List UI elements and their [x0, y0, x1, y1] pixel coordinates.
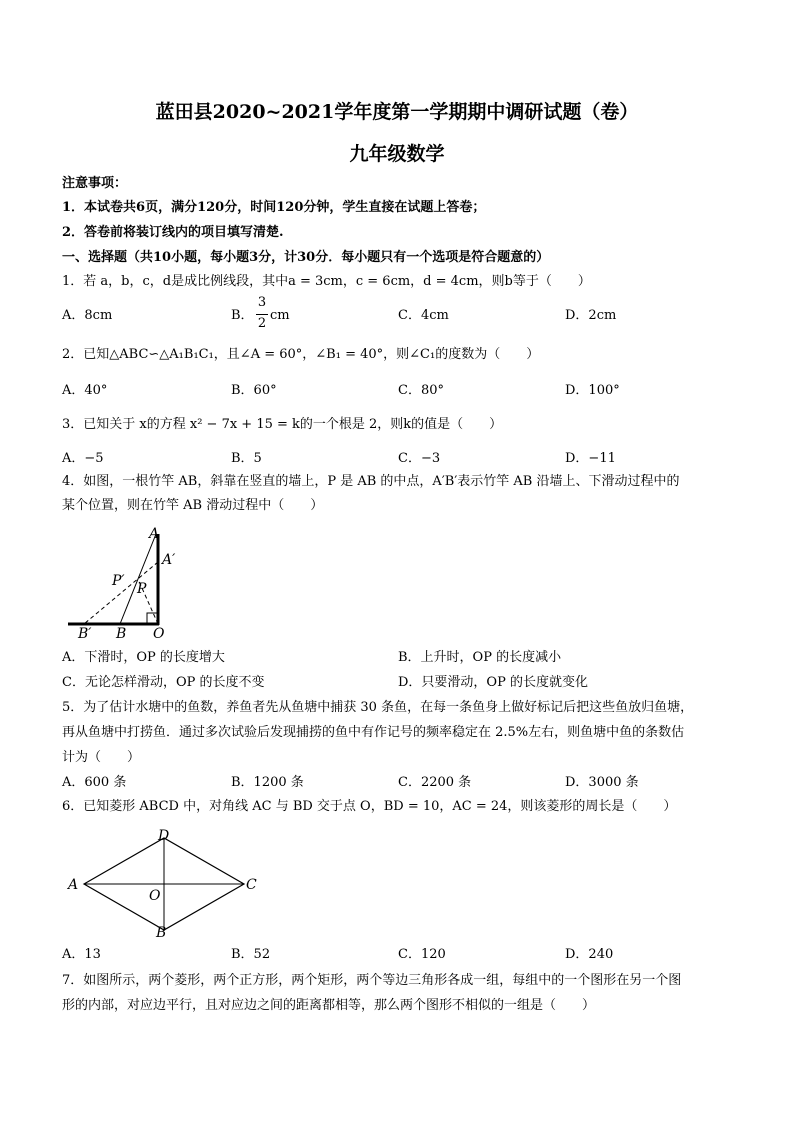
q6-option-c: C．120	[398, 947, 446, 962]
q4-stem-line2: 某个位置，则在竹竿 AB 滑动过程中（ ）	[62, 498, 324, 513]
q7-stem-line1: 7．如图所示，两个菱形，两个正方形，两个矩形，两个等边三角形各成一组，每组中的一个图形在另一个图	[62, 973, 682, 988]
q4-ladder-figure	[60, 522, 190, 642]
q4-option-b: B．上升时，OP 的长度减小	[398, 650, 562, 665]
q6-option-d: D．240	[565, 947, 614, 962]
q4-label-b-prime: B′	[78, 626, 92, 642]
page-title: 蓝田县2020~2021学年度第一学期期中调研试题（卷）	[155, 101, 639, 123]
q4-right-angle-mark	[147, 613, 158, 624]
q2-stem: 2．已知△ABC∽△A₁B₁C₁，且∠A = 60°，∠B₁ = 40°，则∠C₁的度数为（ ）	[62, 347, 540, 362]
q4-label-p-prime: P′	[112, 573, 125, 589]
q1-option-a: A．8cm	[62, 308, 113, 323]
notes-heading: 注意事项：	[62, 176, 128, 191]
notes-item-1: 1．本试卷共6页，满分120分，时间120分钟，学生直接在试题上答卷；	[62, 200, 486, 215]
q6-option-a: A．13	[62, 947, 101, 962]
q3-option-d: D．−11	[565, 451, 616, 466]
q3-option-c: C．−3	[398, 451, 441, 466]
q6-stem: 6．已知菱形 ABCD 中，对角线 AC 与 BD 交于点 O，BD = 10，AC = 24，则该菱形的周长是（ ）	[62, 799, 677, 814]
q5-option-c: C．2200 条	[398, 775, 472, 790]
q6-rhombus-figure	[66, 830, 266, 940]
q1-option-b-unit: cm	[270, 308, 290, 323]
q1-option-b-fraction-bar	[256, 314, 268, 315]
q2-option-d: D．100°	[565, 383, 620, 398]
q5-stem-line2: 再从鱼塘中打捞鱼．通过多次试验后发现捕捞的鱼中有作记号的频率稳定在 2.5%左右，则鱼塘中鱼的条数估	[62, 725, 685, 740]
q1-stem: 1．若 a，b，c，d是成比例线段，其中a = 3cm，c = 6cm，d = 4cm，则b等于（ ）	[62, 274, 591, 289]
q5-option-b: B．1200 条	[231, 775, 304, 790]
q1-option-d: D．2cm	[565, 308, 617, 323]
page-subtitle: 九年级数学	[349, 143, 445, 165]
q6-label-d: D	[158, 828, 170, 844]
q4-label-b: B	[116, 626, 127, 642]
q5-option-a: A．600 条	[62, 775, 127, 790]
q7-stem-line2: 形的内部，对应边平行，且对应边之间的距离都相等，那么两个图形不相似的一组是（ ）	[62, 998, 596, 1013]
q3-stem: 3．已知关于 x的方程 x² − 7x + 15 = k的一个根是 2，则k的值是（ ）	[62, 417, 503, 432]
q4-option-c: C．无论怎样滑动，OP 的长度不变	[62, 675, 265, 690]
q4-label-a: A	[149, 526, 160, 542]
section-heading: 一、选择题（共10小题，每小题3分，计30分．每小题只有一个选项是符合题意的）	[62, 250, 550, 265]
q2-option-c: C．80°	[398, 383, 444, 398]
q6-label-c: C	[246, 877, 257, 893]
q5-stem-line3: 计为（ ）	[62, 750, 141, 765]
q4-option-a: A．下滑时，OP 的长度增大	[62, 650, 225, 665]
q4-label-o: O	[153, 626, 165, 642]
q6-label-a: A	[68, 877, 79, 893]
q3-option-b: B．5	[231, 451, 262, 466]
q4-label-p: P	[137, 581, 147, 597]
q1-option-c: C．4cm	[398, 308, 449, 323]
q5-option-d: D．3000 条	[565, 775, 639, 790]
q1-option-b-denominator: 2	[257, 316, 267, 331]
q6-label-o: O	[149, 888, 161, 904]
q4-stem-line1: 4．如图，一根竹竿 AB，斜靠在竖直的墙上，P 是 AB 的中点，A′B′表示竹竿 AB 沿墙上、下滑动过程中的	[62, 474, 680, 489]
q6-label-b: B	[156, 925, 167, 941]
q5-stem-line1: 5．为了估计水塘中的鱼数，养鱼者先从鱼塘中捕获 30 条鱼，在每一条鱼身上做好标记后把这些鱼放归鱼塘，	[62, 700, 694, 715]
q2-option-b: B．60°	[231, 383, 277, 398]
q4-option-d: D．只要滑动，OP 的长度就变化	[398, 675, 588, 690]
q1-option-b-prefix: B．	[231, 308, 254, 323]
q1-option-b-numerator: 3	[257, 295, 267, 310]
q3-option-a: A．−5	[62, 451, 104, 466]
notes-item-2: 2．答卷前将装订线内的项目填写清楚.	[62, 225, 284, 240]
q2-option-a: A．40°	[62, 383, 108, 398]
q4-label-a-prime: A′	[162, 552, 176, 568]
q6-option-b: B．52	[231, 947, 271, 962]
